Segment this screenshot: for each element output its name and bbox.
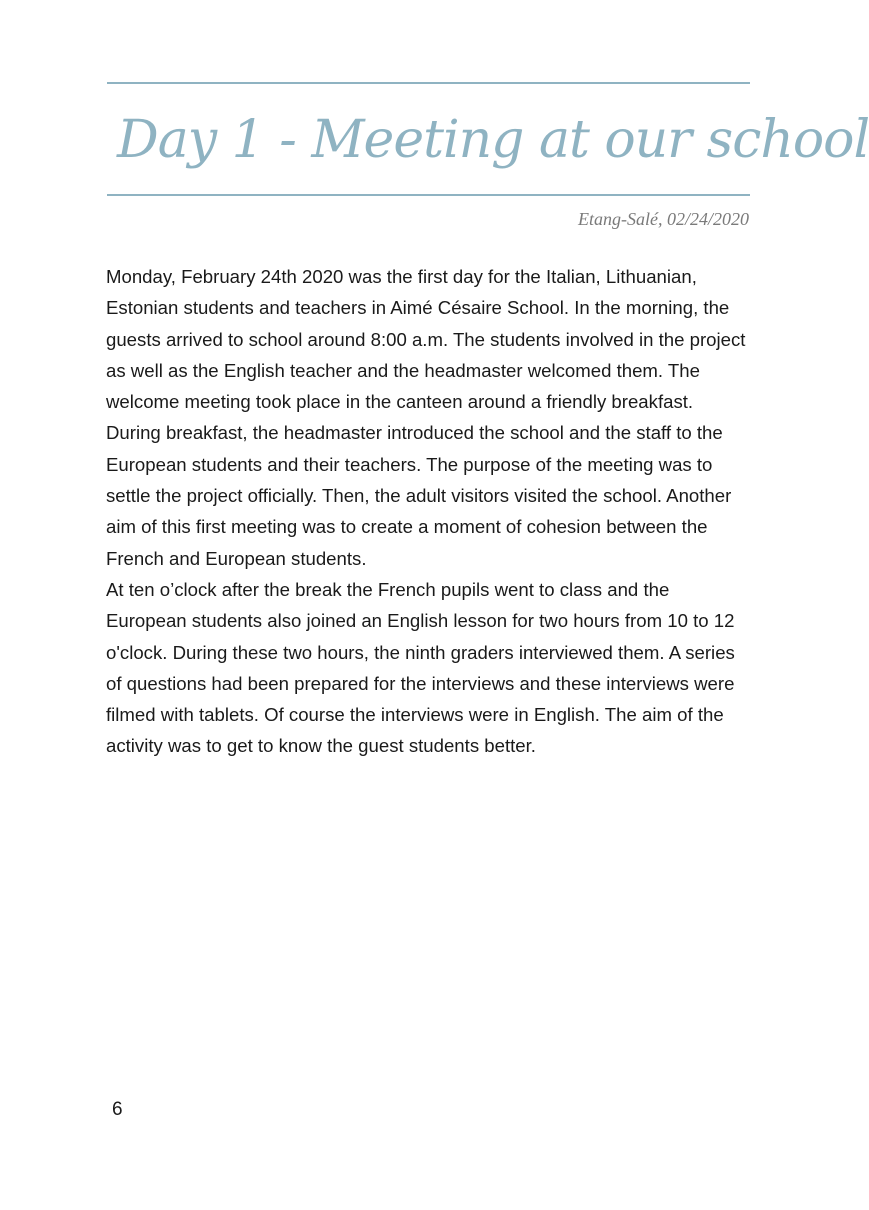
dateline: Etang-Salé, 02/24/2020 — [578, 209, 749, 229]
page-number: 6 — [112, 1099, 123, 1120]
body-paragraph-1: Monday, February 24th 2020 was the first day for the Italian, Lithuanian, Estonian students and teachers in Aimé Césaire School. In the morning, the guests arrived to school around 8:00 a.m. The students involved in the project as well as the English teacher and the headmaster welcomed them. The welcome meeting took place in the canteen around a friendly breakfast. During breakfast, the headmaster introduced the school and the staff to the European students and their teachers. The purpose of the meeting was to settle the project officially. Then, the adult visitors visited the school. Another aim of this first meeting was to create a moment of cohesion between the French and European students. — [106, 266, 746, 569]
body-paragraph-2: At ten o’clock after the break the French pupils went to class and the European students also joined an English lesson for two hours from 10 to 12 o'clock. During these two hours, the ninth graders interviewed them. A series of questions had been prepared for the interviews and these interviews were filmed with tablets. Of course the interviews were in English. The aim of the activity was to get to know the guest students better. — [106, 578, 735, 757]
header-bottom-rule — [107, 194, 750, 196]
page-title: Day 1 - Meeting at our school — [117, 110, 869, 170]
header-top-rule — [107, 82, 750, 84]
body-text — [106, 261, 752, 762]
